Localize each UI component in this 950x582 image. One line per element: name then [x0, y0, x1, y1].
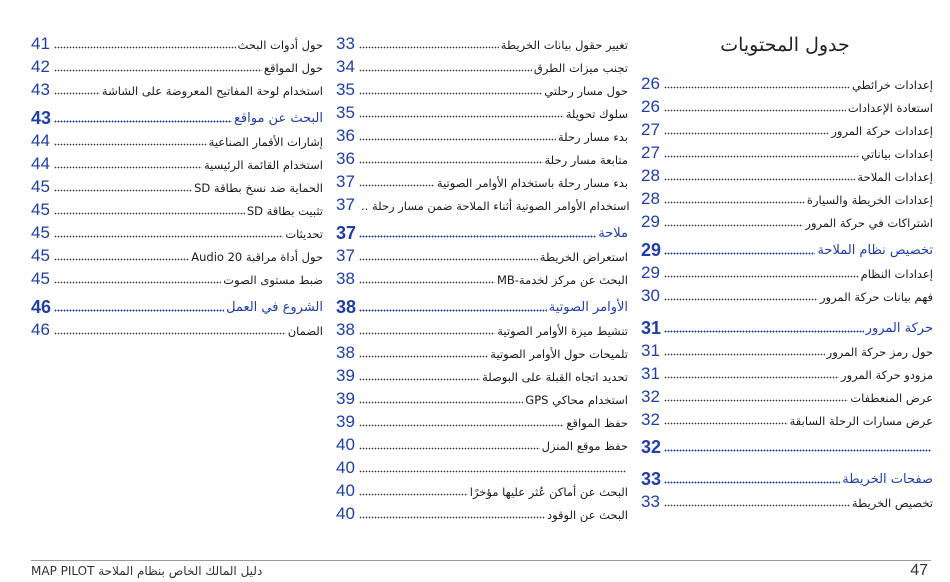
toc-entry-label: البحث عن الوقود — [546, 508, 628, 522]
dot-leader — [359, 45, 499, 49]
dot-leader — [54, 211, 245, 215]
dot-leader — [359, 400, 523, 404]
dot-leader — [359, 234, 596, 238]
toc-entry-label: استخدام لوحة المفاتيح المعروضة على الشاشة — [101, 84, 323, 98]
toc-entry[interactable] — [641, 360, 933, 383]
toc-entry-label: إعدادات الخريطة والسيارة — [806, 193, 933, 207]
toc-title: جدول المحتويات — [720, 34, 850, 56]
toc-page-number: 45 — [31, 223, 50, 242]
dot-leader — [359, 91, 542, 95]
toc-entry-label: استخدام القائمة الرئيسية — [203, 158, 323, 172]
toc-section-heading[interactable] — [336, 293, 628, 316]
dot-leader — [359, 114, 564, 118]
toc-page-number: 26 — [641, 97, 660, 116]
toc-entry-label: تحديد اتجاه القبلة على البوصلة — [482, 370, 628, 384]
toc-entry-label: حفظ موقع المنزل — [541, 439, 628, 453]
toc-page-number: 38 — [336, 343, 355, 362]
footer-page-number: 47 — [910, 562, 928, 579]
toc-entry-label: فهم بيانات حركة المرور — [819, 290, 933, 304]
toc-entry-label: تلميحات حول الأوامر الصوتية — [490, 347, 628, 361]
toc-page-number: 37 — [336, 195, 355, 214]
toc-entry[interactable] — [336, 76, 628, 99]
toc-entry[interactable] — [336, 431, 628, 454]
toc-entry[interactable] — [336, 454, 628, 477]
toc-page-number: 46 — [31, 320, 50, 339]
dot-leader — [54, 234, 283, 238]
toc-section-heading[interactable] — [641, 465, 933, 488]
toc-section-heading[interactable] — [31, 104, 323, 127]
toc-entry-label: ضبط مستوى الصوت — [223, 273, 323, 287]
toc-entry[interactable] — [641, 406, 933, 429]
dot-leader — [54, 280, 221, 284]
toc-entry-label: متابعة مسار رحلة — [544, 153, 628, 167]
toc-page-number: 34 — [336, 57, 355, 76]
dot-leader — [664, 274, 859, 278]
dot-leader — [664, 448, 931, 452]
dot-leader — [54, 142, 207, 146]
dot-leader — [664, 375, 839, 379]
toc-entry-label: إعدادات حركة المرور — [831, 124, 933, 138]
toc-entry-label: حول رمز حركة المرور — [826, 345, 933, 359]
toc-entry[interactable] — [336, 316, 628, 339]
toc-entry-label: تحديثات — [285, 227, 323, 241]
toc-page-number: 32 — [641, 437, 662, 457]
toc-page-number: 31 — [641, 364, 660, 383]
toc-page-number: 38 — [336, 297, 357, 317]
toc-entry-label: الشروع في العمل — [226, 300, 323, 315]
toc-entry-label: حول المواقع — [263, 61, 323, 75]
toc-section-heading[interactable] — [641, 433, 933, 456]
toc-entry[interactable] — [641, 282, 933, 305]
toc-entry-label: استخدام محاكي GPS — [525, 393, 628, 407]
toc-entry[interactable] — [336, 339, 628, 362]
dot-leader — [664, 251, 815, 255]
dot-leader — [664, 131, 829, 135]
toc-entry-label: الأوامر الصوتية — [548, 300, 628, 315]
toc-entry-label: البحث عن مواقع — [234, 111, 323, 126]
dot-leader — [359, 137, 556, 141]
toc-page-number: 39 — [336, 412, 355, 431]
toc-entry[interactable] — [336, 122, 628, 145]
toc-section-heading[interactable] — [641, 314, 933, 337]
toc-entry[interactable] — [641, 70, 933, 93]
dot-leader — [664, 503, 850, 507]
toc-section-heading[interactable] — [31, 293, 323, 316]
dot-leader — [664, 177, 855, 181]
toc-entry-label: اشتراكات في حركة المرور — [805, 216, 933, 230]
dot-leader — [359, 492, 468, 496]
toc-entry-label: عرض المنعطفات — [850, 391, 933, 405]
toc-page-number: 45 — [31, 269, 50, 288]
dot-leader — [664, 154, 859, 158]
dot-leader — [664, 352, 825, 356]
toc-entry-label: البحث عن مركز لخدمة-MB — [496, 273, 628, 287]
toc-page-number: 30 — [641, 286, 660, 305]
dot-leader — [54, 257, 189, 261]
dot-leader — [664, 223, 803, 227]
toc-entry-label: حفظ المواقع — [566, 416, 628, 430]
toc-section-heading[interactable] — [336, 219, 628, 242]
dot-leader — [359, 515, 545, 519]
toc-page-number: 40 — [336, 481, 355, 500]
toc-entry-label: بدء مسار رحلة — [557, 130, 628, 144]
dot-leader — [54, 188, 192, 192]
toc-page-number: 40 — [336, 504, 355, 523]
toc-entry-label: استعراض الخريطة — [539, 250, 628, 264]
toc-page-number: 27 — [641, 143, 660, 162]
toc-entry[interactable] — [641, 488, 933, 511]
toc-page-number: 39 — [336, 389, 355, 408]
toc-entry[interactable] — [336, 99, 628, 122]
toc-page-number: 31 — [641, 318, 662, 338]
toc-entry-label: إعدادات خرائطي — [852, 78, 933, 92]
toc-entry-label: تخصيص الخريطة — [851, 496, 933, 510]
toc-page-number: 37 — [336, 223, 357, 243]
toc-entry[interactable] — [336, 408, 628, 431]
toc-page-number: 46 — [31, 297, 52, 317]
dot-leader — [54, 165, 202, 169]
toc-page-number: 43 — [31, 108, 52, 128]
toc-entry-label: إعدادات الملاحة — [857, 170, 933, 184]
toc-page-number: 29 — [641, 263, 660, 282]
toc-entry[interactable] — [31, 196, 323, 219]
dot-leader — [359, 308, 547, 312]
toc-entry-label: تغيير حقول بيانات الخريطة — [500, 38, 628, 52]
toc-entry-label: حول مسار رحلتي — [544, 84, 628, 98]
dot-leader — [664, 108, 846, 112]
toc-entry[interactable] — [336, 191, 628, 214]
toc-entry-label: حول أدوات البحث — [237, 38, 323, 52]
toc-entry[interactable] — [31, 76, 323, 99]
toc-section-heading[interactable] — [641, 236, 933, 259]
toc-page-number: 40 — [336, 458, 355, 477]
toc-page-number: 28 — [641, 189, 660, 208]
toc-page-number: 31 — [641, 341, 660, 360]
dot-leader — [359, 183, 435, 187]
toc-page-number: 38 — [336, 269, 355, 288]
dot-leader — [664, 398, 848, 402]
toc-page-number: 32 — [641, 387, 660, 406]
toc-entry[interactable] — [641, 116, 933, 139]
dot-leader — [664, 329, 864, 333]
dot-leader — [359, 68, 532, 72]
toc-entry[interactable] — [31, 242, 323, 265]
toc-entry[interactable] — [31, 219, 323, 242]
toc-entry-label: البحث عن أماكن عُثر عليها مؤخرًا — [469, 485, 628, 499]
toc-entry-label: إشارات الأقمار الصناعية — [208, 135, 323, 149]
toc-page-number: 45 — [31, 246, 50, 265]
dot-leader — [664, 421, 788, 425]
toc-page-number: 45 — [31, 200, 50, 219]
dot-leader — [664, 297, 818, 301]
toc-page-number: 37 — [336, 246, 355, 265]
toc-entry-label: سلوك تحويلة — [565, 107, 628, 121]
toc-entry[interactable] — [336, 53, 628, 76]
toc-entry[interactable] — [31, 173, 323, 196]
toc-entry[interactable] — [31, 127, 323, 150]
toc-page-number: 42 — [31, 57, 50, 76]
dot-leader — [54, 308, 224, 312]
footer-divider — [31, 560, 931, 561]
toc-entry[interactable] — [336, 362, 628, 385]
toc-entry-label: تثبيت بطاقة SD — [246, 204, 323, 218]
toc-entry-label: تنشيط ميزة الأوامر الصوتية — [497, 324, 628, 338]
toc-page-number: 43 — [31, 80, 50, 99]
dot-leader — [54, 68, 262, 72]
toc-entry-label: صفحات الخريطة — [842, 472, 933, 487]
dot-leader — [359, 469, 626, 473]
toc-page-number: 33 — [336, 34, 355, 53]
toc-page-number: 41 — [31, 34, 50, 53]
toc-page-number: 39 — [336, 366, 355, 385]
dot-leader — [359, 446, 540, 450]
toc-page-number: 45 — [31, 177, 50, 196]
dot-leader — [359, 354, 488, 358]
toc-entry-label: مزودو حركة المرور — [841, 368, 933, 382]
toc-entry[interactable] — [641, 208, 933, 231]
toc-entry-label: حركة المرور — [865, 321, 933, 336]
toc-page-number: 36 — [336, 149, 355, 168]
dot-leader — [664, 85, 850, 89]
toc-entry[interactable] — [641, 93, 933, 116]
dot-leader — [359, 331, 495, 335]
toc-entry[interactable] — [31, 53, 323, 76]
toc-entry[interactable] — [31, 265, 323, 288]
dot-leader — [664, 200, 805, 204]
toc-entry-label: عرض مسارات الرحلة السابقة — [789, 414, 933, 428]
toc-entry[interactable] — [336, 30, 628, 53]
toc-entry[interactable] — [641, 185, 933, 208]
toc-entry[interactable] — [336, 242, 628, 265]
dot-leader — [359, 160, 543, 164]
toc-entry-label: استخدام الأوامر الصوتية أثناء الملاحة ضمن مسار رحلة .. — [361, 199, 630, 213]
toc-entry-label: بدء مسار رحلة باستخدام الأوامر الصوتية — [436, 176, 628, 190]
toc-entry-label: إعدادات النظام — [860, 267, 933, 281]
toc-page-number: 40 — [336, 435, 355, 454]
toc-page-number: 28 — [641, 166, 660, 185]
toc-page-number: 35 — [336, 103, 355, 122]
toc-entry[interactable] — [336, 145, 628, 168]
toc-page-number: 44 — [31, 131, 50, 150]
toc-entry[interactable] — [31, 30, 323, 53]
toc-entry-label: إعدادات بياناتي — [861, 147, 933, 161]
dot-leader — [54, 91, 100, 95]
toc-entry[interactable] — [336, 168, 628, 191]
toc-entry[interactable] — [336, 265, 628, 288]
dot-leader — [359, 377, 480, 381]
toc-page-number: 32 — [641, 410, 660, 429]
dot-leader — [54, 45, 236, 49]
dot-leader — [664, 480, 840, 484]
toc-entry[interactable] — [641, 259, 933, 282]
toc-page-number: 26 — [641, 74, 660, 93]
toc-page-number: 37 — [336, 172, 355, 191]
dot-leader — [359, 280, 495, 284]
toc-entry-label: الضمان — [287, 324, 323, 338]
toc-entry[interactable] — [641, 383, 933, 406]
toc-page-number: 33 — [641, 469, 662, 489]
toc-page-number: 29 — [641, 240, 662, 260]
toc-entry-label: تخصيص نظام الملاحة — [817, 243, 933, 258]
dot-leader — [359, 423, 564, 427]
toc-entry-label: استعادة الإعدادات — [847, 101, 933, 115]
toc-entry[interactable] — [641, 139, 933, 162]
toc-entry-label: ملاحة — [598, 226, 628, 241]
toc-entry[interactable] — [641, 162, 933, 185]
dot-leader — [54, 331, 286, 335]
toc-page-number: 35 — [336, 80, 355, 99]
toc-entry-label: الحماية ضد نسخ بطاقة SD — [194, 181, 323, 195]
toc-page-number: 44 — [31, 154, 50, 173]
toc-entry[interactable] — [336, 385, 628, 408]
toc-page-number: 29 — [641, 212, 660, 231]
dot-leader — [54, 119, 232, 123]
toc-entry[interactable] — [31, 316, 323, 339]
toc-entry[interactable] — [641, 337, 933, 360]
toc-entry[interactable] — [336, 500, 628, 523]
toc-entry-label: حول أداة مراقبة Audio 20 — [191, 250, 323, 264]
toc-entry[interactable] — [31, 150, 323, 173]
toc-entry-label: تجنب ميزات الطرق — [533, 61, 628, 75]
toc-page-number: 38 — [336, 320, 355, 339]
toc-page-number: 33 — [641, 492, 660, 511]
toc-page-number: 36 — [336, 126, 355, 145]
toc-page-number: 27 — [641, 120, 660, 139]
toc-entry[interactable] — [336, 477, 628, 500]
dot-leader — [359, 257, 538, 261]
footer-manual-title: دليل المالك الخاص بنظام الملاحة MAP PILOT — [31, 564, 263, 578]
